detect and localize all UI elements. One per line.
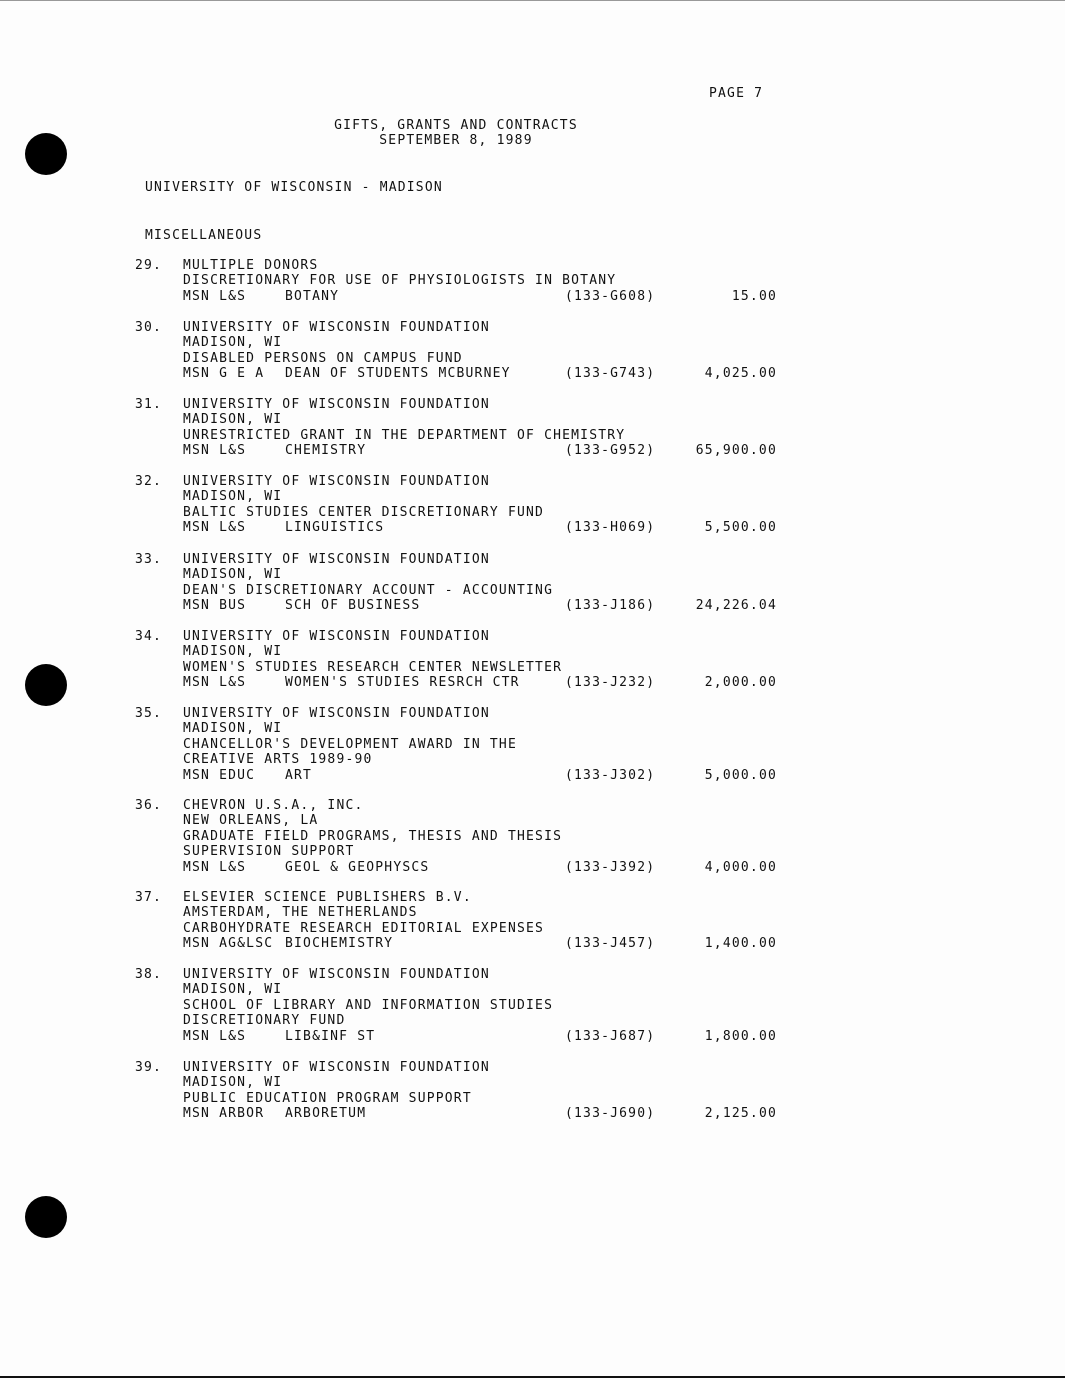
entry-account-line (183, 860, 785, 875)
account-code: MSN G E A (183, 366, 265, 382)
entry-description-line: CREATIVE ARTS 1989-90 (183, 752, 373, 768)
entry-account-line (183, 936, 785, 951)
entry-description-line: MADISON, WI (183, 489, 283, 505)
entry-body (183, 258, 785, 304)
entry-description-line: CARBOHYDRATE RESEARCH EDITORIAL EXPENSES (183, 920, 545, 936)
entry-account-line (183, 598, 785, 613)
project-code: (133-J232) (565, 675, 656, 691)
account-code: MSN L&S (183, 859, 247, 875)
project-code: (133-J687) (565, 1028, 656, 1044)
project-code: (133-J392) (565, 859, 656, 875)
entry-number: 36. (135, 798, 163, 813)
department-name: ARBORETUM (285, 1106, 367, 1122)
gift-amount: 2,000.00 (704, 675, 777, 691)
entry-number: 29. (135, 258, 163, 273)
entry-number: 33. (135, 552, 163, 567)
entry-body (183, 474, 785, 536)
gift-amount: 2,125.00 (704, 1106, 777, 1122)
donor-name: CHEVRON U.S.A., INC. (183, 798, 364, 813)
entry-number: 30. (135, 320, 163, 335)
account-code: MSN EDUC (183, 767, 256, 783)
entry-description-line: MADISON, WI (183, 721, 283, 737)
entry-account-line (183, 675, 785, 690)
project-code: (133-G743) (565, 366, 656, 382)
entry-account-line (183, 768, 785, 783)
entry-description-line: MADISON, WI (183, 644, 283, 660)
project-code: (133-J302) (565, 767, 656, 783)
entry-body (183, 798, 785, 875)
entry-body (183, 1060, 785, 1122)
project-code: (133-J457) (565, 936, 656, 952)
entry-description-line: PUBLIC EDUCATION PROGRAM SUPPORT (183, 1090, 472, 1106)
donor-name: UNIVERSITY OF WISCONSIN FOUNDATION (183, 552, 490, 567)
department-name: SCH OF BUSINESS (285, 598, 421, 614)
gift-amount: 5,000.00 (704, 767, 777, 783)
entry-number: 39. (135, 1060, 163, 1075)
scan-bottom-edge (0, 1376, 1065, 1378)
gift-amount: 4,025.00 (704, 366, 777, 382)
account-code: MSN BUS (183, 598, 247, 614)
entry-description-line: MADISON, WI (183, 412, 283, 428)
gift-amount: 4,000.00 (704, 859, 777, 875)
gift-amount: 5,500.00 (704, 520, 777, 536)
project-code: (133-G608) (565, 288, 656, 304)
entry-account-line (183, 289, 785, 304)
gift-amount: 1,800.00 (704, 1028, 777, 1044)
entry-account-line (183, 366, 785, 381)
entry-account-line (183, 443, 785, 458)
donor-name: UNIVERSITY OF WISCONSIN FOUNDATION (183, 320, 490, 335)
entry-description-line: DEAN'S DISCRETIONARY ACCOUNT - ACCOUNTING (183, 582, 554, 598)
entry-description-line: CHANCELLOR'S DEVELOPMENT AWARD IN THE (183, 736, 517, 752)
entry-description-line: DISCRETIONARY FOR USE OF PHYSIOLOGISTS IN BOTANY (183, 273, 617, 289)
document-title: GIFTS, GRANTS AND CONTRACTS (334, 118, 578, 133)
department-name: LIB&INF ST (285, 1028, 376, 1044)
entry-account-line (183, 520, 785, 535)
entry-description-line: MADISON, WI (183, 567, 283, 583)
entry-description-line: DISCRETIONARY FUND (183, 1013, 346, 1029)
punch-hole-top (25, 133, 67, 175)
donor-name: UNIVERSITY OF WISCONSIN FOUNDATION (183, 967, 490, 982)
entry-number: 38. (135, 967, 163, 982)
account-code: MSN L&S (183, 288, 247, 304)
department-name: DEAN OF STUDENTS MCBURNEY (285, 366, 511, 382)
account-code: MSN AG&LSC (183, 936, 274, 952)
account-code: MSN L&S (183, 675, 247, 691)
punch-hole-middle (25, 664, 67, 706)
entry-number: 34. (135, 629, 163, 644)
entry-description-line: GRADUATE FIELD PROGRAMS, THESIS AND THESIS (183, 828, 563, 844)
entry-number: 32. (135, 474, 163, 489)
entry-description-line: SUPERVISION SUPPORT (183, 844, 355, 860)
entry-description-line: DISABLED PERSONS ON CAMPUS FUND (183, 350, 463, 366)
entry-description-line: SCHOOL OF LIBRARY AND INFORMATION STUDIES (183, 997, 554, 1013)
project-code: (133-J186) (565, 598, 656, 614)
account-code: MSN ARBOR (183, 1106, 265, 1122)
entry-number: 35. (135, 706, 163, 721)
donor-name: UNIVERSITY OF WISCONSIN FOUNDATION (183, 397, 490, 412)
donor-name: UNIVERSITY OF WISCONSIN FOUNDATION (183, 474, 490, 489)
entry-account-line (183, 1029, 785, 1044)
scan-top-edge (0, 0, 1065, 1)
department-name: BIOCHEMISTRY (285, 936, 394, 952)
account-code: MSN L&S (183, 443, 247, 459)
entry-description-line: MADISON, WI (183, 982, 283, 998)
project-code: (133-G952) (565, 443, 656, 459)
entry-body (183, 890, 785, 952)
gift-amount: 65,900.00 (695, 443, 777, 459)
entry-number: 37. (135, 890, 163, 905)
department-name: WOMEN'S STUDIES RESRCH CTR (285, 675, 520, 691)
department-name: CHEMISTRY (285, 443, 367, 459)
entry-description-line: AMSTERDAM, THE NETHERLANDS (183, 905, 418, 921)
donor-name: UNIVERSITY OF WISCONSIN FOUNDATION (183, 1060, 490, 1075)
account-code: MSN L&S (183, 1028, 247, 1044)
project-code: (133-H069) (565, 520, 656, 536)
entry-account-line (183, 1106, 785, 1121)
entry-body (183, 967, 785, 1044)
department-name: GEOL & GEOPHYSCS (285, 859, 430, 875)
institution-heading: UNIVERSITY OF WISCONSIN - MADISON (145, 180, 443, 195)
section-heading: MISCELLANEOUS (145, 228, 263, 243)
punch-hole-bottom (25, 1196, 67, 1238)
document-date: SEPTEMBER 8, 1989 (379, 133, 533, 148)
entry-description-line: NEW ORLEANS, LA (183, 813, 319, 829)
donor-name: MULTIPLE DONORS (183, 258, 319, 273)
entry-body (183, 706, 785, 783)
entry-body (183, 320, 785, 382)
department-name: ART (285, 767, 313, 783)
gift-amount: 24,226.04 (695, 598, 777, 614)
entry-description-line: UNRESTRICTED GRANT IN THE DEPARTMENT OF CHEMISTRY (183, 427, 626, 443)
entry-body (183, 629, 785, 691)
entry-body (183, 397, 785, 459)
entry-description-line: MADISON, WI (183, 335, 283, 351)
entry-body (183, 552, 785, 614)
entry-description-line: BALTIC STUDIES CENTER DISCRETIONARY FUND (183, 504, 545, 520)
entry-description-line: MADISON, WI (183, 1075, 283, 1091)
entry-description-line: WOMEN'S STUDIES RESEARCH CENTER NEWSLETTER (183, 659, 563, 675)
donor-name: ELSEVIER SCIENCE PUBLISHERS B.V. (183, 890, 472, 905)
gift-amount: 1,400.00 (704, 936, 777, 952)
project-code: (133-J690) (565, 1106, 656, 1122)
entry-number: 31. (135, 397, 163, 412)
donor-name: UNIVERSITY OF WISCONSIN FOUNDATION (183, 706, 490, 721)
gift-amount: 15.00 (731, 288, 777, 304)
department-name: LINGUISTICS (285, 520, 385, 536)
account-code: MSN L&S (183, 520, 247, 536)
donor-name: UNIVERSITY OF WISCONSIN FOUNDATION (183, 629, 490, 644)
department-name: BOTANY (285, 288, 340, 304)
page-number: PAGE 7 (709, 86, 764, 101)
